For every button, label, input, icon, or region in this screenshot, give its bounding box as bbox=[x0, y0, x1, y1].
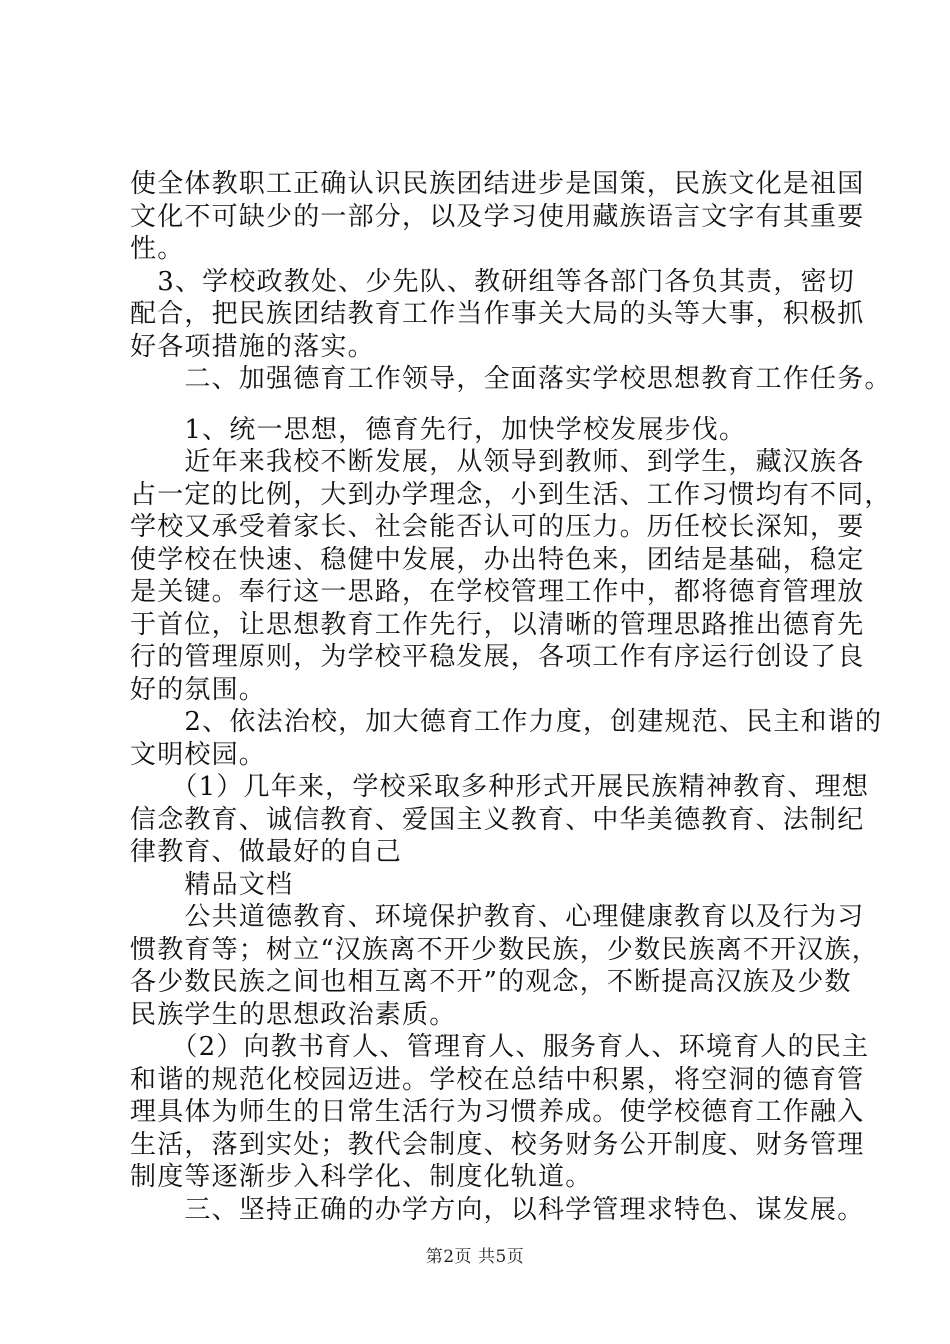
text-line: 文明校园。 bbox=[130, 739, 267, 770]
text-line: 性。 bbox=[130, 234, 185, 264]
text-line: 使学校在快速、稳健中发展，办出特色来，团结是基础，稳定 bbox=[130, 544, 865, 575]
section-heading: 三、坚持正确的办学方向，以科学管理求特色、谋发展。 bbox=[130, 1194, 865, 1225]
text-line: 各少数民族之间也相互离不开”的观念，不断提高汉族及少数 bbox=[130, 967, 852, 997]
text-line: （1）几年来，学校采取多种形式开展民族精神教育、理想 bbox=[130, 772, 870, 802]
text-line: 好各项措施的落实。 bbox=[130, 331, 375, 362]
subsection-heading: 2、依法治校，加大德育工作力度，创建规范、民主和谐的 bbox=[130, 707, 883, 737]
page-number-footer: 第2页 共5页 bbox=[425, 1247, 525, 1267]
text-line: 学校又承受着家长、社会能否认可的压力。历任校长深知，要 bbox=[130, 512, 865, 542]
text-line: 行的管理原则，为学校平稳发展，各项工作有序运行创设了良 bbox=[130, 642, 865, 672]
text-line: 民族学生的思想政治素质。 bbox=[130, 999, 457, 1030]
subsection-heading: 1、统一思想，德育先行，加快学校发展步伐。 bbox=[130, 414, 747, 445]
text-line: 于首位，让思想教育工作先行，以清晰的管理思路推出德育先 bbox=[130, 609, 865, 640]
text-line: 惯教育等；树立“汉族离不开少数民族，少数民族离不开汉族， bbox=[130, 934, 879, 965]
section-heading: 二、加强德育工作领导，全面落实学校思想教育工作任务。 bbox=[130, 364, 892, 394]
text-line: 近年来我校不断发展，从领导到教师、到学生，藏汉族各 bbox=[130, 447, 865, 477]
document-body bbox=[130, 168, 892, 1226]
watermark-text: 精品文档 bbox=[130, 869, 294, 900]
text-line: （2）向教书育人、管理育人、服务育人、环境育人的民主 bbox=[130, 1032, 870, 1062]
text-line: 配合，把民族团结教育工作当作事关大局的头等大事，积极抓 bbox=[130, 299, 865, 329]
text-line: 3、学校政教处、少先队、教研组等各部门各负其责，密切 bbox=[130, 266, 855, 297]
text-line: 律教育、做最好的自己 bbox=[130, 837, 403, 867]
text-line: 信念教育、诚信教育、爱国主义教育、中华美德教育、法制纪 bbox=[130, 804, 865, 835]
text-line: 占一定的比例，大到办学理念，小到生活、工作习惯均有不同， bbox=[130, 479, 892, 510]
text-line: 好的氛围。 bbox=[130, 674, 267, 705]
text-line: 公共道德教育、环境保护教育、心理健康教育以及行为习 bbox=[130, 902, 865, 932]
text-line: 使全体教职工正确认识民族团结进步是国策，民族文化是祖国 bbox=[130, 169, 865, 199]
text-line: 是关键。奉行这一思路，在学校管理工作中，都将德育管理放 bbox=[130, 577, 865, 607]
text-line: 理具体为师生的日常生活行为习惯养成。使学校德育工作融入 bbox=[130, 1097, 865, 1127]
text-line: 制度等逐渐步入科学化、制度化轨道。 bbox=[130, 1162, 593, 1192]
text-line: 和谐的规范化校园迈进。学校在总结中积累，将空洞的德育管 bbox=[130, 1064, 865, 1095]
text-line: 文化不可缺少的一部分，以及学习使用藏族语言文字有其重要 bbox=[130, 201, 865, 232]
text-line: 生活，落到实处；教代会制度、校务财务公开制度、财务管理 bbox=[130, 1129, 865, 1160]
